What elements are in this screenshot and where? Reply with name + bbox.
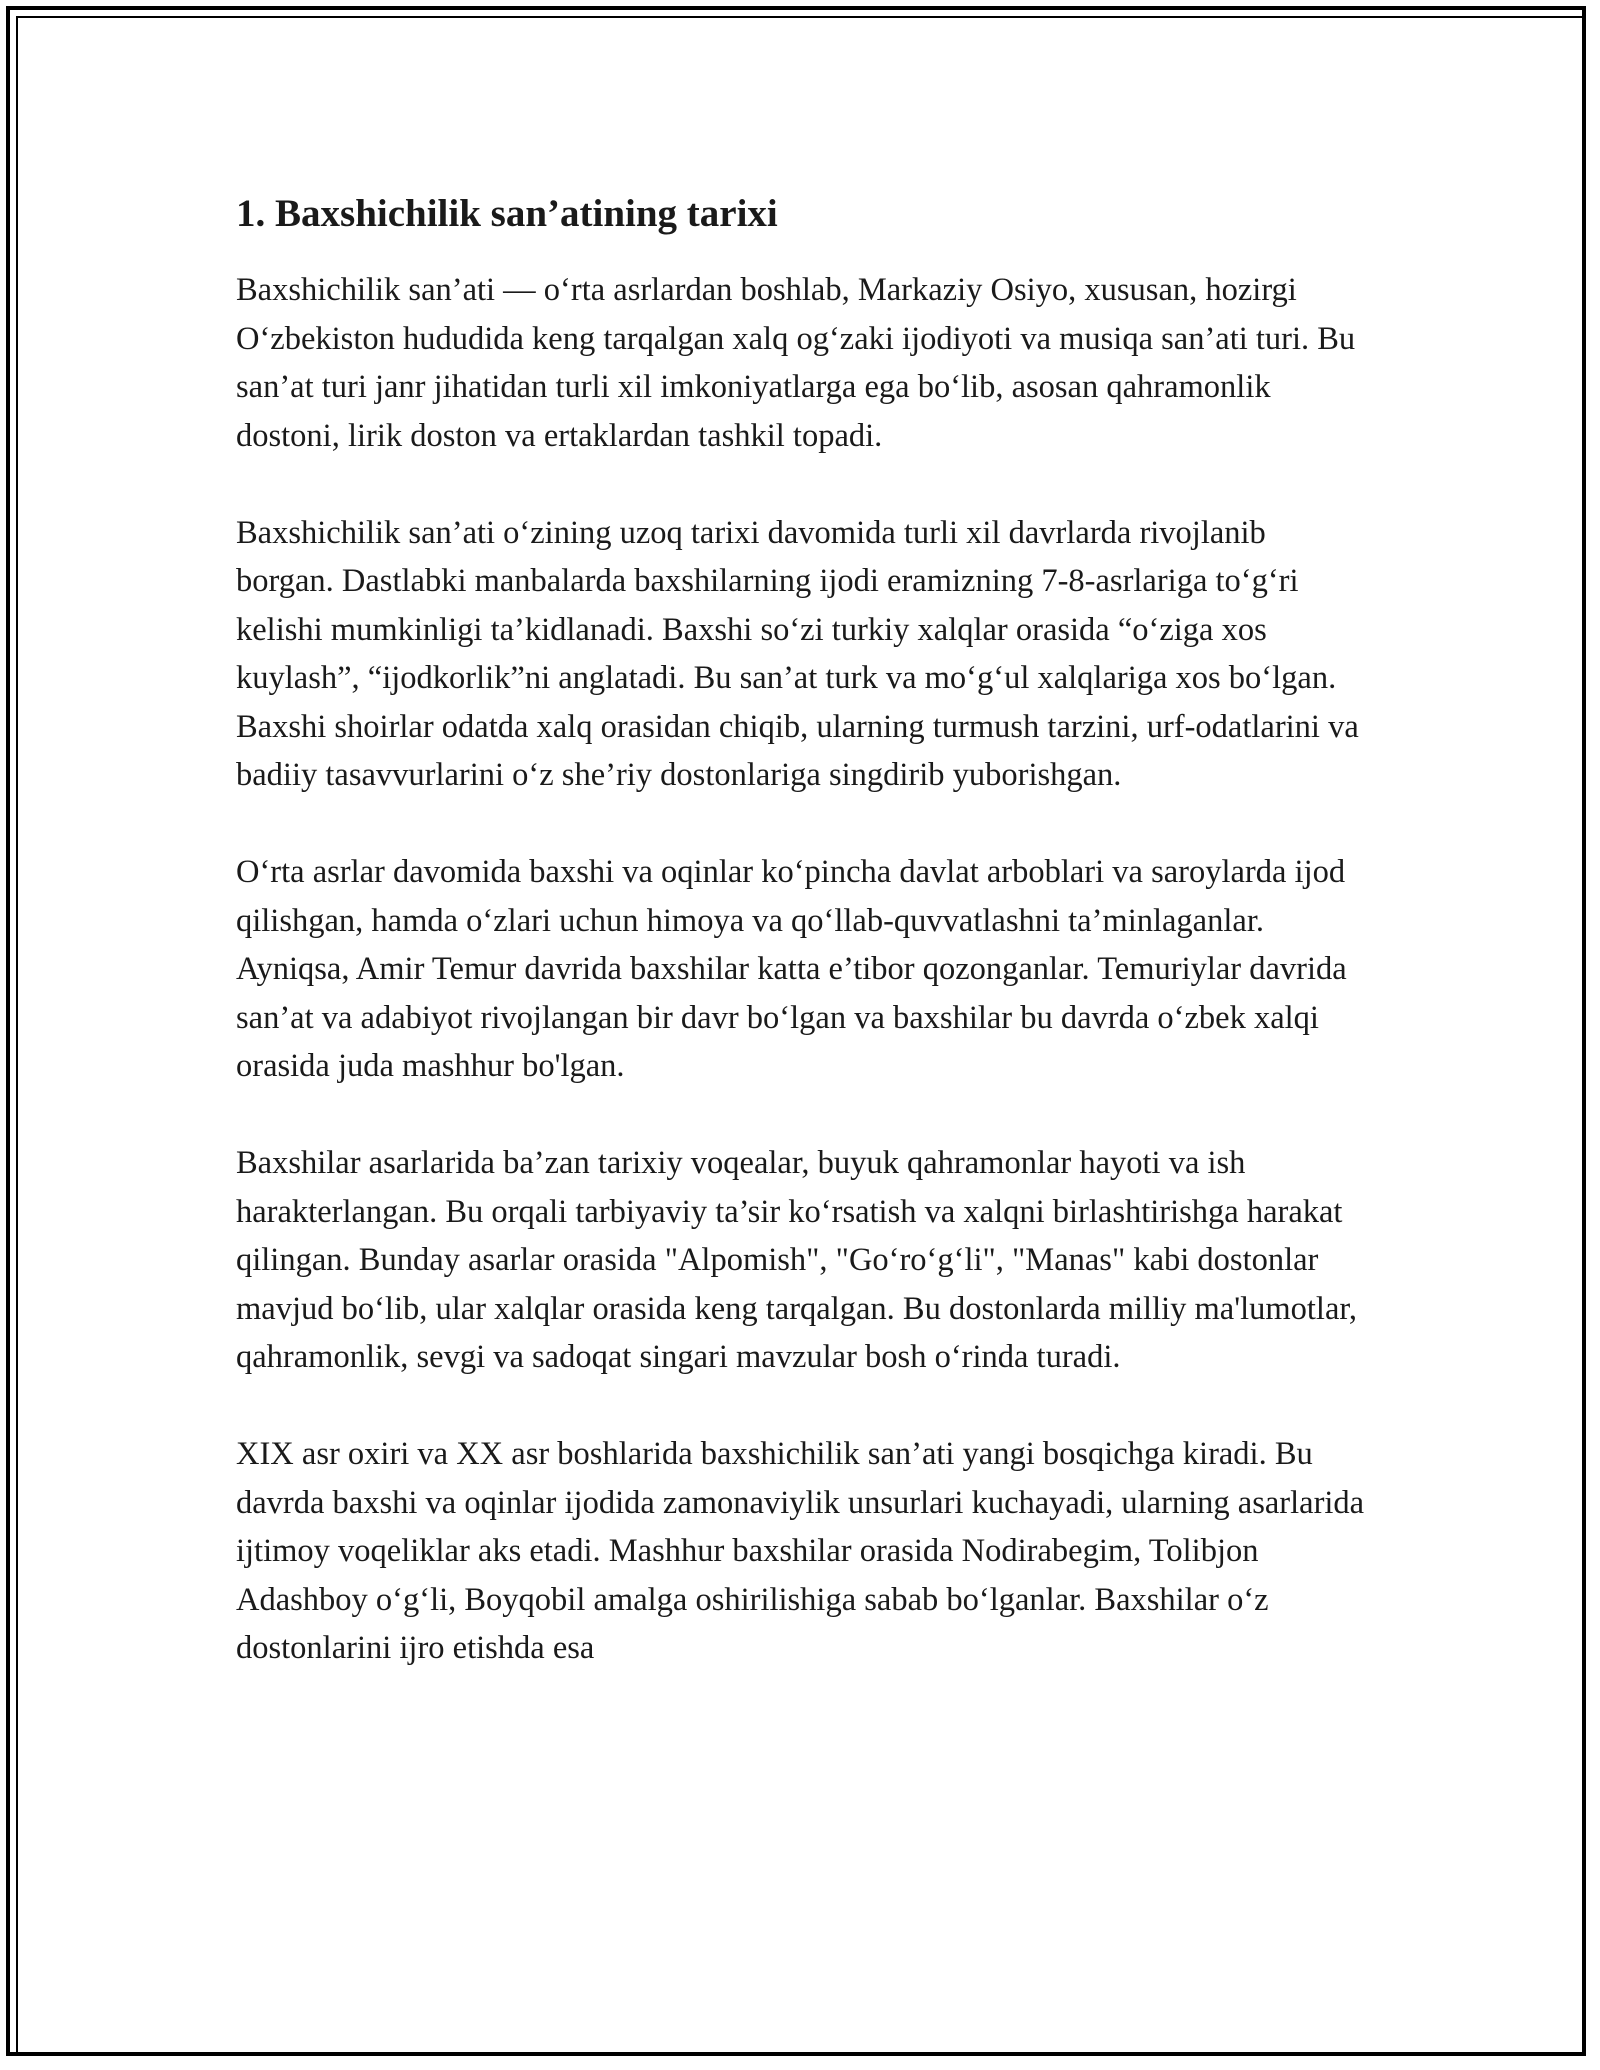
document-body xyxy=(236,186,1366,1721)
paragraph-1: Baxshichilik san’ati — o‘rta asrlardan boshlab, Markaziy Osiyo, xususan, hozirgi O‘zbekiston hududida keng tarqalgan xalq og‘zaki ijodiyoti va musiqa san’ati turi. Bu san’at turi janr jihatidan turli xil imkoniyatlarga ega bo‘lib, asosan qahramonlik dostoni, lirik doston va ertaklardan tashkil topadi. xyxy=(236,272,1356,454)
document-title: 1. Baxshichilik san’atining tarixi xyxy=(236,192,778,235)
paragraph-5: XIX asr oxiri va XX asr boshlarida baxshichilik san’ati yangi bosqichga kiradi. Bu davrda baxshi va oqinlar ijodida zamonaviylik unsurlari kuchayadi, ularning asarlarida ijtimoy voqeliklar aks etadi. Mashhur baxshilar orasida Nodirabegim, Tolibjon Adashboy o‘g‘li, Boyqobil amalga oshirilishiga sabab bo‘lganlar. Baxshilar o‘z dostonlarini ijro etishda esa xyxy=(236,1436,1365,1666)
paragraph-3: O‘rta asrlar davomida baxshi va oqinlar ko‘pincha davlat arboblari va saroylarda ijod qilishgan, hamda o‘zlari uchun himoya va qo‘llab-quvvatlashni ta’minlaganlar. Ayniqsa, Amir Temur davrida baxshilar katta e’tibor qozonganlar. Temuriylar davrida san’at va adabiyot rivojlangan bir davr bo‘lgan va baxshilar bu davrda o‘zbek xalqi orasida juda mashhur bo'lgan. xyxy=(236,854,1347,1084)
paragraph-4: Baxshilar asarlarida ba’zan tarixiy voqealar, buyuk qahramonlar hayoti va ish harakterlangan. Bu orqali tarbiyaviy ta’sir ko‘rsatish va xalqni birlashtirishga harakat qilingan. Bunday asarlar orasida "Alpomish", "Go‘ro‘g‘li", "Manas" kabi dostonlar mavjud bo‘lib, ular xalqlar orasida keng tarqalgan. Bu dostonlarda milliy ma'lumotlar, qahramonlik, sevgi va sadoqat singari mavzular bosh o‘rinda turadi. xyxy=(236,1145,1358,1375)
paragraph-2: Baxshichilik san’ati o‘zining uzoq tarixi davomida turli xil davrlarda rivojlanib borgan. Dastlabki manbalarda baxshilarning ijodi eramizning 7-8-asrlariga to‘g‘ri kelishi mumkinligi ta’kidlanadi. Baxshi so‘zi turkiy xalqlar orasida “o‘ziga xos kuylash”, “ijodkorlik”ni anglatadi. Bu san’at turk va mo‘g‘ul xalqlariga xos bo‘lgan. Baxshi shoirlar odatda xalq orasidan chiqib, ularning turmush tarzini, urf-odatlarini va badiiy tasavvurlarini o‘z she’riy dostonlariga singdirib yuborishgan. xyxy=(236,514,1359,793)
